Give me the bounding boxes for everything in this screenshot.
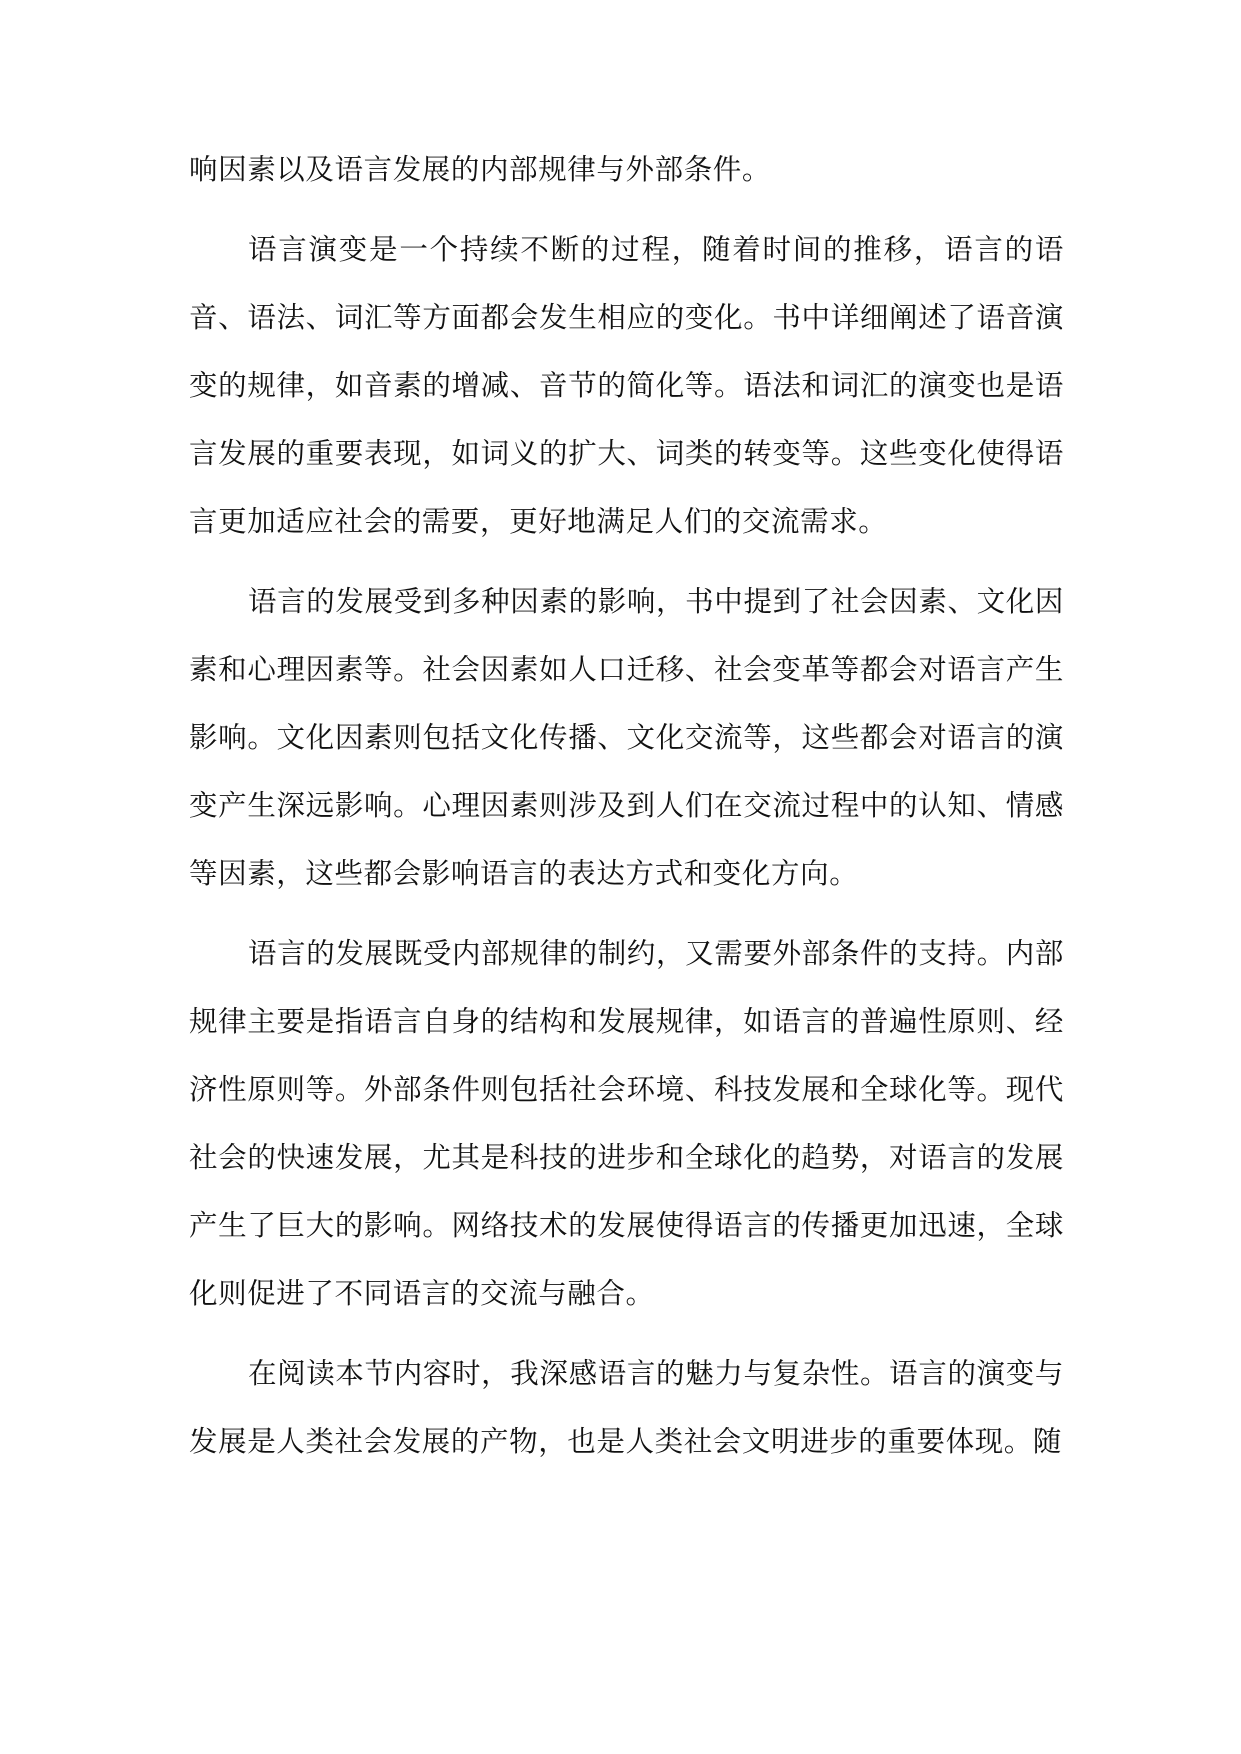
paragraph-continuation: 响因素以及语言发展的内部规律与外部条件。 [189, 153, 772, 186]
document-body [189, 136, 1064, 1476]
paragraph-language-evolution: 语言演变是一个持续不断的过程，随着时间的推移，语言的语音、语法、词汇等方面都会发生相应的变化。书中详细阐述了语音演变的规律，如音素的增减、音节的简化等。语法和词汇的演变也是语言发展的重要表现，如词义的扩大、词类的转变等。这些变化使得语言更加适应社会的需要，更好地满足人们的交流需求。 [189, 233, 1064, 538]
paragraph-internal-external: 语言的发展既受内部规律的制约，又需要外部条件的支持。内部规律主要是指语言自身的结构和发展规律，如语言的普遍性原则、经济性原则等。外部条件则包括社会环境、科技发展和全球化等。现代社会的快速发展，尤其是科技的进步和全球化的趋势，对语言的发展产生了巨大的影响。网络技术的发展使得语言的传播更加迅速，全球化则促进了不同语言的交流与融合。 [189, 937, 1064, 1310]
paragraph-reflection: 在阅读本节内容时，我深感语言的魅力与复杂性。语言的演变与发展是人类社会发展的产物，也是人类社会文明进步的重要体现。随 [189, 1357, 1064, 1458]
paragraph-influencing-factors: 语言的发展受到多种因素的影响，书中提到了社会因素、文化因素和心理因素等。社会因素如人口迁移、社会变革等都会对语言产生影响。文化因素则包括文化传播、文化交流等，这些都会对语言的演变产生深远影响。心理因素则涉及到人们在交流过程中的认知、情感等因素，这些都会影响语言的表达方式和变化方向。 [189, 585, 1064, 890]
